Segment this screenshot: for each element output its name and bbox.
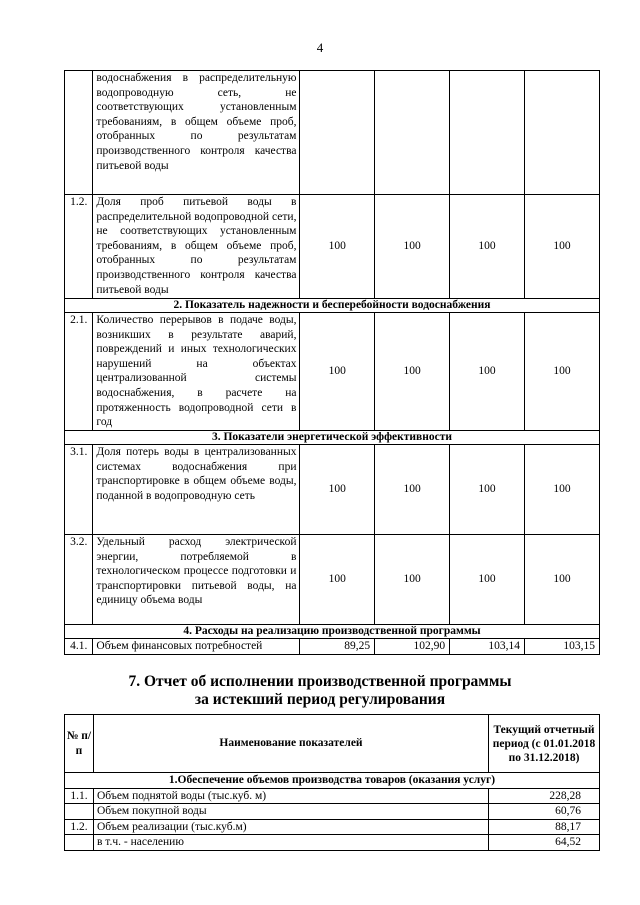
row-number: [65, 804, 94, 820]
value-cell: 100: [300, 535, 375, 625]
value-cell: 100: [525, 445, 600, 535]
value-cell: 89,25: [300, 639, 375, 655]
value-cell: 100: [450, 195, 525, 299]
indicator-name: Объем поднятой воды (тыс.куб. м): [94, 788, 489, 804]
value-cell: 100: [375, 313, 450, 431]
section-row: [65, 625, 600, 639]
value-cell: 88,17: [489, 819, 600, 835]
section-heading: 4. Расходы на реализацию производственной программы: [65, 625, 600, 639]
value-cell: 100: [450, 445, 525, 535]
value-cell: [450, 71, 525, 195]
row-number: 3.2.: [65, 535, 93, 625]
row-number: 1.2.: [65, 195, 93, 299]
header-number: № п/п: [65, 715, 94, 773]
header-name: Наименование показателей: [94, 715, 489, 773]
page-number: 4: [316, 40, 324, 55]
value-cell: [525, 71, 600, 195]
row-number: 2.1.: [65, 313, 93, 431]
program-report-table: [64, 714, 600, 851]
section-row: [65, 773, 600, 789]
indicator-name: Доля проб питьевой воды в распределительной водопроводной сети, не соответствующих установленным требованиям, в общем объеме проб, отобранных по результатам производственного контроля качества питьевой воды: [93, 195, 300, 299]
value-cell: [300, 71, 375, 195]
value-cell: 100: [300, 195, 375, 299]
section-row: [65, 431, 600, 445]
indicator-name: водоснабжения в распределительную водопроводную сеть, не соответствующих установленным требованиям, в общем объеме проб, отобранных по результатам производственного контроля качества питьевой воды: [93, 71, 300, 195]
section-heading: 3. Показатели энергетической эффективности: [65, 431, 600, 445]
value-cell: 100: [525, 535, 600, 625]
indicator-name: Доля потерь воды в централизованных системах водоснабжения при транспортировке в общем объеме воды, поданной в водопроводную сеть: [93, 445, 300, 535]
value-cell: 102,90: [375, 639, 450, 655]
table-row: [65, 639, 600, 655]
value-cell: 100: [375, 195, 450, 299]
table-row: [65, 445, 600, 535]
table-row: [65, 804, 600, 820]
table-row: [65, 788, 600, 804]
value-cell: 100: [375, 535, 450, 625]
value-cell: 60,76: [489, 804, 600, 820]
value-cell: 103,15: [525, 639, 600, 655]
table-row: [65, 819, 600, 835]
value-cell: 100: [300, 313, 375, 431]
section-title-line1: 7. Отчет об исполнении производственной программы: [128, 673, 512, 690]
table-row: [65, 195, 600, 299]
indicators-table: [64, 70, 600, 655]
value-cell: 64,52: [489, 835, 600, 851]
table-row: [65, 71, 600, 195]
section-title-line2: за истекший период регулирования: [194, 691, 446, 708]
value-cell: [375, 71, 450, 195]
value-cell: 100: [450, 535, 525, 625]
row-number: 4.1.: [65, 639, 93, 655]
section-heading: 1.Обеспечение объемов производства товаров (оказания услуг): [65, 773, 600, 789]
indicator-name: Удельный расход электрической энергии, потребляемой в технологическом процессе подготовки и транспортировки питьевой воды, на единицу объема воды: [93, 535, 300, 625]
section-heading: 2. Показатель надежности и бесперебойности водоснабжения: [65, 299, 600, 313]
indicator-name: Объем финансовых потребностей: [93, 639, 300, 655]
value-cell: 100: [450, 313, 525, 431]
value-cell: 100: [525, 195, 600, 299]
value-cell: 100: [525, 313, 600, 431]
indicator-name: Количество перерывов в подаче воды, возникших в результате аварий, повреждений и иных технологических нарушений на объектах централизованной системы водоснабжения, в расчете на протяженность водопроводной сети в год: [93, 313, 300, 431]
indicator-name: Объем реализации (тыс.куб.м): [94, 819, 489, 835]
table-row: [65, 535, 600, 625]
row-number: 3.1.: [65, 445, 93, 535]
row-number: [65, 71, 93, 195]
indicator-name: Объем покупной воды: [94, 804, 489, 820]
row-number: 1.1.: [65, 788, 94, 804]
value-cell: 100: [375, 445, 450, 535]
value-cell: 100: [300, 445, 375, 535]
indicator-name: в т.ч. - населению: [94, 835, 489, 851]
table-row: [65, 835, 600, 851]
header-period: Текущий отчетный период (с 01.01.2018 по 31.12.2018): [489, 715, 600, 773]
row-number: 1.2.: [65, 819, 94, 835]
value-cell: 103,14: [450, 639, 525, 655]
table-row: [65, 313, 600, 431]
section-row: [65, 299, 600, 313]
header-row: [65, 715, 600, 773]
value-cell: 228,28: [489, 788, 600, 804]
row-number: [65, 835, 94, 851]
